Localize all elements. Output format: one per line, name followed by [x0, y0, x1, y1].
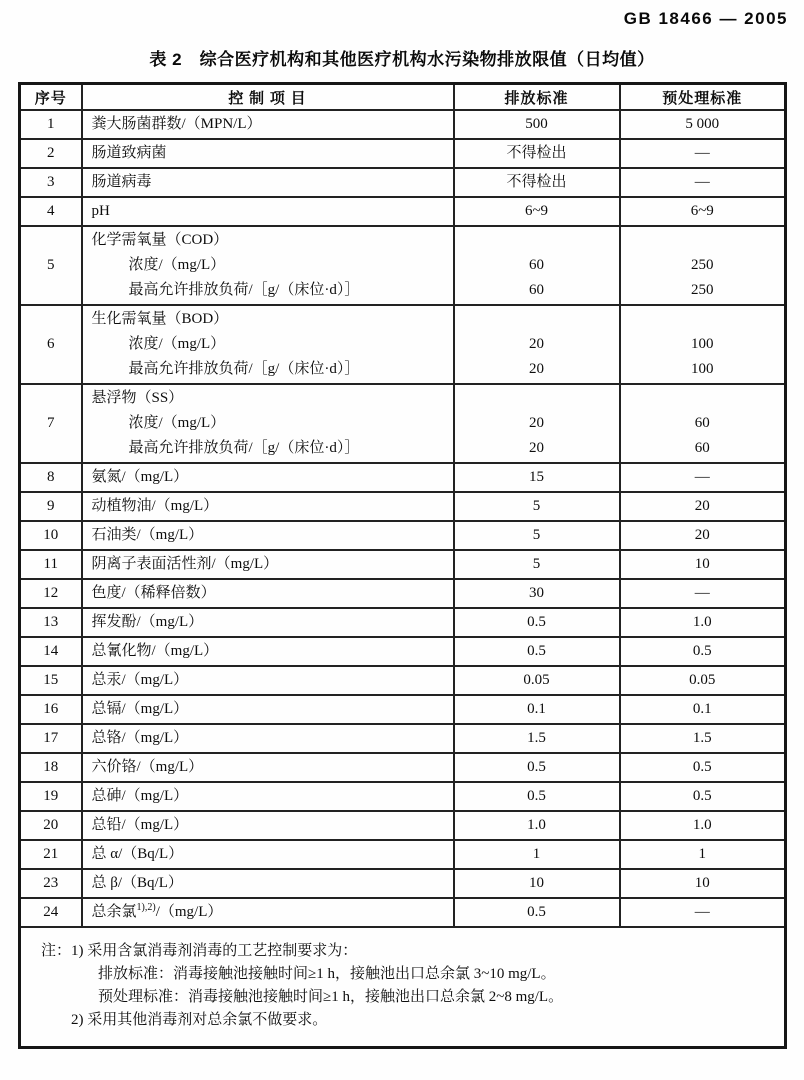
row-number-cell: 4	[20, 197, 82, 226]
discharge-value: 5	[532, 556, 541, 572]
row-number-cell: 20	[20, 811, 82, 840]
row-number-cell: 14	[20, 637, 82, 666]
pretreatment-value-cell	[620, 463, 786, 492]
table-row	[20, 384, 786, 463]
table-row	[20, 110, 786, 139]
discharge-value-cell	[454, 168, 620, 197]
item-text: 化学需氧量（COD）	[91, 232, 229, 248]
item-text: 总汞/（mg/L）	[91, 672, 189, 688]
discharge-value: 60	[529, 282, 544, 298]
discharge-value: 30	[529, 585, 544, 601]
pretreatment-value-cell	[620, 782, 786, 811]
item-cell	[82, 753, 454, 782]
item-cell	[82, 666, 454, 695]
table-row	[20, 724, 786, 753]
col-header-no: 序号	[20, 84, 82, 111]
discharge-value-cell	[454, 637, 620, 666]
discharge-value: 10	[529, 875, 544, 891]
discharge-value-cell	[454, 898, 620, 927]
item-text: 色度/（稀释倍数）	[91, 585, 216, 601]
row-number-cell: 7	[20, 384, 82, 463]
pretreatment-value-cell	[620, 579, 786, 608]
pretreatment-value-cell	[620, 840, 786, 869]
item-cell	[82, 305, 454, 384]
item-text: 浓度/（mg/L）	[128, 336, 226, 352]
row-number-cell: 13	[20, 608, 82, 637]
pretreatment-value: 1.0	[692, 614, 712, 630]
row-number-cell: 2	[20, 139, 82, 168]
pretreatment-value: 10	[694, 556, 710, 572]
note-item-1-sub-2: 预处理标准：消毒接触池接触时间≥1 h，接触池出口总余氯 2~8 mg/L。	[98, 989, 564, 1005]
row-number-cell: 5	[20, 226, 82, 305]
item-cell	[82, 608, 454, 637]
pretreatment-value: 20	[694, 498, 710, 514]
row-number-cell: 1	[20, 110, 82, 139]
item-cell	[82, 811, 454, 840]
discharge-value-cell	[454, 695, 620, 724]
table-row	[20, 139, 786, 168]
row-number-cell: 3	[20, 168, 82, 197]
item-text: 总铬/（mg/L）	[91, 730, 189, 746]
item-text: 挥发酚/（mg/L）	[91, 614, 204, 630]
discharge-value: 0.5	[527, 788, 546, 804]
discharge-value: 5	[532, 527, 541, 543]
pretreatment-value-cell	[620, 226, 786, 305]
table-row	[20, 463, 786, 492]
discharge-value-cell	[454, 463, 620, 492]
pretreatment-value: 1	[698, 846, 706, 862]
limits-table	[18, 82, 787, 1049]
pretreatment-value: 5 000	[685, 116, 720, 132]
table-row	[20, 753, 786, 782]
table-body	[20, 110, 786, 927]
item-text: 浓度/（mg/L）	[128, 415, 226, 431]
item-text: 肠道致病菌	[91, 145, 167, 161]
item-cell	[82, 782, 454, 811]
row-number-cell: 10	[20, 521, 82, 550]
pretreatment-value: —	[694, 469, 710, 485]
discharge-value: 15	[529, 469, 544, 485]
discharge-value	[455, 386, 619, 411]
pretreatment-value-cell	[620, 168, 786, 197]
pretreatment-value-cell	[620, 139, 786, 168]
discharge-value: 20	[529, 415, 544, 431]
pretreatment-value-cell	[620, 110, 786, 139]
col-header-pretreatment: 预处理标准	[620, 84, 786, 111]
item-cell	[82, 139, 454, 168]
discharge-value: 1	[532, 846, 541, 862]
table-row	[20, 226, 786, 305]
row-number-cell: 21	[20, 840, 82, 869]
table-row	[20, 782, 786, 811]
table-header-row	[20, 84, 786, 111]
item-text: 氨氮/（mg/L）	[91, 469, 189, 485]
pretreatment-value: 0.5	[692, 788, 712, 804]
col-header-item: 控 制 项 目	[82, 84, 454, 111]
pretreatment-value-cell	[620, 724, 786, 753]
item-text: 最高允许排放负荷/［g/（床位·d）］	[128, 282, 360, 298]
item-text: 总 α/（Bq/L）	[91, 846, 184, 862]
discharge-value: 500	[525, 116, 548, 132]
item-cell	[82, 110, 454, 139]
row-number-cell: 16	[20, 695, 82, 724]
item-text: 肠道病毒	[91, 174, 152, 190]
discharge-value-cell	[454, 226, 620, 305]
pretreatment-value	[621, 386, 785, 411]
note-item-1-sub-1: 排放标准：消毒接触池接触时间≥1 h，接触池出口总余氯 3~10 mg/L。	[98, 966, 556, 982]
discharge-value-cell	[454, 608, 620, 637]
row-number-cell: 11	[20, 550, 82, 579]
discharge-value: 0.5	[527, 904, 546, 920]
pretreatment-value-cell	[620, 608, 786, 637]
pretreatment-value: 100	[691, 336, 714, 352]
item-cell	[82, 384, 454, 463]
pretreatment-value: 20	[694, 527, 710, 543]
discharge-value: 不得检出	[506, 145, 567, 161]
discharge-value-cell	[454, 492, 620, 521]
discharge-value-cell	[454, 840, 620, 869]
discharge-value: 1.5	[527, 730, 546, 746]
table-row	[20, 695, 786, 724]
item-text: 粪大肠菌群数/（MPN/L）	[91, 116, 262, 132]
pretreatment-value-cell	[620, 305, 786, 384]
pretreatment-value-cell	[620, 898, 786, 927]
pretreatment-value: 1.0	[692, 817, 712, 833]
note-item-2: 2) 采用其他消毒剂对总余氯不做要求。	[71, 1012, 328, 1028]
pretreatment-value: 250	[691, 257, 714, 273]
table-row	[20, 579, 786, 608]
item-text: pH	[91, 203, 110, 219]
row-number-cell: 17	[20, 724, 82, 753]
row-number-cell: 9	[20, 492, 82, 521]
discharge-value: 20	[529, 440, 544, 456]
pretreatment-value-cell	[620, 753, 786, 782]
table-row	[20, 869, 786, 898]
item-cell	[82, 724, 454, 753]
pretreatment-value-cell	[620, 521, 786, 550]
pretreatment-value-cell	[620, 197, 786, 226]
pretreatment-value-cell	[620, 695, 786, 724]
pretreatment-value-cell	[620, 637, 786, 666]
item-text: 六价铬/（mg/L）	[91, 759, 204, 775]
discharge-value: 5	[532, 498, 541, 514]
pretreatment-value-cell	[620, 811, 786, 840]
discharge-value-cell	[454, 305, 620, 384]
item-text: 总余氯$^{1),2)}$/（mg/L）	[91, 902, 223, 920]
discharge-value-cell	[454, 579, 620, 608]
item-cell	[82, 521, 454, 550]
item-cell	[82, 197, 454, 226]
discharge-value-cell	[454, 811, 620, 840]
item-cell	[82, 898, 454, 927]
discharge-value-cell	[454, 753, 620, 782]
item-cell	[82, 550, 454, 579]
item-text: 浓度/（mg/L）	[128, 257, 226, 273]
pretreatment-value-cell	[620, 666, 786, 695]
discharge-value: 0.5	[527, 759, 546, 775]
item-text: 石油类/（mg/L）	[91, 527, 204, 543]
item-cell	[82, 695, 454, 724]
item-text: 动植物油/（mg/L）	[91, 498, 219, 514]
discharge-value: 20	[529, 336, 544, 352]
table-row	[20, 305, 786, 384]
row-number-cell: 15	[20, 666, 82, 695]
table-row	[20, 666, 786, 695]
discharge-value-cell	[454, 782, 620, 811]
discharge-value-cell	[454, 197, 620, 226]
pretreatment-value: 1.5	[692, 730, 712, 746]
row-number-cell: 24	[20, 898, 82, 927]
item-text: 悬浮物（SS）	[91, 390, 184, 406]
pretreatment-value: 0.5	[692, 643, 712, 659]
table-row	[20, 608, 786, 637]
item-text: 总氰化物/（mg/L）	[91, 643, 219, 659]
item-text: 总 β/（Bq/L）	[91, 875, 183, 891]
pretreatment-value: —	[694, 904, 710, 920]
pretreatment-value: —	[694, 145, 710, 161]
table-row	[20, 637, 786, 666]
row-number-cell: 8	[20, 463, 82, 492]
pretreatment-value-cell	[620, 550, 786, 579]
row-number-cell: 6	[20, 305, 82, 384]
pretreatment-value: 250	[691, 282, 714, 298]
col-header-discharge: 排放标准	[454, 84, 620, 111]
discharge-value: 1.0	[527, 817, 546, 833]
note-line-1	[41, 940, 774, 963]
item-text: 生化需氧量（BOD）	[91, 311, 229, 327]
item-cell	[82, 869, 454, 898]
pretreatment-value: 60	[694, 415, 710, 431]
table-row	[20, 811, 786, 840]
item-cell	[82, 168, 454, 197]
discharge-value-cell	[454, 110, 620, 139]
discharge-value: 0.05	[523, 672, 550, 688]
table-row	[20, 840, 786, 869]
discharge-value: 不得检出	[506, 174, 567, 190]
discharge-value-cell	[454, 384, 620, 463]
row-number-cell: 19	[20, 782, 82, 811]
item-cell	[82, 492, 454, 521]
discharge-value: 0.5	[527, 643, 546, 659]
row-number-cell: 23	[20, 869, 82, 898]
discharge-value: 20	[529, 361, 544, 377]
pretreatment-value: 60	[694, 440, 710, 456]
pretreatment-value	[621, 307, 785, 332]
pretreatment-value: 0.05	[689, 672, 716, 688]
item-cell	[82, 579, 454, 608]
pretreatment-value: 10	[694, 875, 710, 891]
item-cell	[82, 840, 454, 869]
discharge-value-cell	[454, 724, 620, 753]
discharge-value-cell	[454, 666, 620, 695]
table-row	[20, 550, 786, 579]
table-row	[20, 168, 786, 197]
notes-section	[20, 927, 786, 1048]
item-text: 最高允许排放负荷/［g/（床位·d）］	[128, 361, 360, 377]
pretreatment-value: —	[694, 174, 710, 190]
table-row	[20, 521, 786, 550]
item-text: 总镉/（mg/L）	[91, 701, 189, 717]
notes-row	[20, 927, 786, 1048]
item-text: 最高允许排放负荷/［g/（床位·d）］	[128, 440, 360, 456]
discharge-value	[455, 228, 619, 253]
pretreatment-value-cell	[620, 869, 786, 898]
discharge-value-cell	[454, 550, 620, 579]
pretreatment-value-cell	[620, 492, 786, 521]
row-number-cell: 18	[20, 753, 82, 782]
item-cell	[82, 226, 454, 305]
table-row	[20, 197, 786, 226]
pretreatment-value: —	[694, 585, 710, 601]
pretreatment-value	[621, 228, 785, 253]
standard-code: GB 18466 — 2005	[623, 9, 788, 28]
discharge-value: 0.5	[527, 614, 546, 630]
row-number-cell: 12	[20, 579, 82, 608]
pretreatment-value: 100	[691, 361, 714, 377]
table-row	[20, 898, 786, 927]
item-text: 总砷/（mg/L）	[91, 788, 189, 804]
table-row	[20, 492, 786, 521]
discharge-value: 0.1	[527, 701, 546, 717]
item-cell	[82, 463, 454, 492]
note-item-1: 1) 采用含氯消毒剂消毒的工艺控制要求为：	[71, 943, 358, 959]
item-cell	[82, 637, 454, 666]
discharge-value	[455, 307, 619, 332]
pretreatment-value-cell	[620, 384, 786, 463]
discharge-value-cell	[454, 869, 620, 898]
item-text: 总铅/（mg/L）	[91, 817, 189, 833]
discharge-value: 60	[529, 257, 544, 273]
discharge-value: 6~9	[524, 203, 549, 219]
discharge-value-cell	[454, 521, 620, 550]
pretreatment-value: 0.1	[692, 701, 712, 717]
pretreatment-value: 0.5	[692, 759, 712, 775]
notes-label: 注：	[41, 943, 72, 959]
pretreatment-value: 6~9	[690, 203, 714, 219]
item-text: 阴离子表面活性剂/（mg/L）	[91, 556, 279, 572]
discharge-value-cell	[454, 139, 620, 168]
table-title: 表 2 综合医疗机构和其他医疗机构水污染物排放限值（日均值）	[149, 50, 655, 69]
